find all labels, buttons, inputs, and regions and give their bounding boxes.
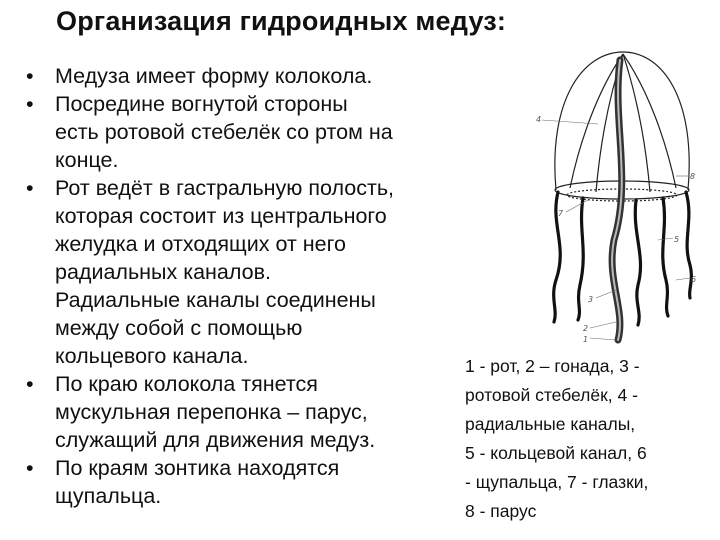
bullet-line: Посредине вогнутой стороны <box>55 92 348 116</box>
bullet-item <box>20 454 440 510</box>
figure-label-6: 6 <box>691 275 697 284</box>
slide-title: Организация гидроидных медуз: <box>56 6 507 36</box>
figure-caption <box>465 352 715 526</box>
bullet-line: между собой с помощью <box>55 316 303 340</box>
figure-label-1: 1 <box>583 335 589 344</box>
caption-line: - щупальца, 7 - глазки, <box>465 472 649 492</box>
caption-line: радиальные каналы, <box>465 414 636 434</box>
radial-canal <box>623 54 676 188</box>
bullet-line: кольцевого канала. <box>55 344 249 368</box>
figure-label-3: 3 <box>588 295 594 304</box>
tentacle <box>635 200 640 325</box>
figure-label-5: 5 <box>674 235 680 244</box>
bullet-line: мускульная перепонка – парус, <box>55 400 368 424</box>
bullet-line: радиальных каналов. <box>55 260 272 284</box>
radial-canal <box>570 54 623 188</box>
bullet-line: По краю колокола тянется <box>55 372 318 396</box>
bullet-line: есть ротовой стебелёк со ртом на <box>55 120 393 144</box>
bullet-line: Рот ведёт в гастральную полость, <box>55 176 395 200</box>
bullet-line: Радиальные каналы соединены <box>55 288 376 312</box>
caption-line: ротовой стебелёк, 4 - <box>465 385 638 405</box>
jellyfish-illustration <box>528 40 708 350</box>
caption-line: 5 - кольцевой канал, 6 <box>465 443 647 463</box>
bullet-list <box>20 62 440 510</box>
figure-label-8: 8 <box>690 172 696 181</box>
bullet-line: Медуза имеет форму колокола. <box>55 64 373 88</box>
bullet-item <box>20 174 440 370</box>
tentacle <box>578 198 583 320</box>
caption-line: 8 - парус <box>465 501 537 521</box>
bullet-line: щупальца. <box>55 484 162 508</box>
bullet-line: которая состоит из центрального <box>55 204 387 228</box>
bullet-item <box>20 370 440 454</box>
tentacle <box>663 198 668 316</box>
bullet-line: служащий для движения медуз. <box>55 428 376 452</box>
figure-label-7: 7 <box>558 209 564 218</box>
bullet-item <box>20 62 440 90</box>
figure-label-2: 2 <box>583 324 589 333</box>
bullet-item <box>20 90 440 174</box>
figure-label-4: 4 <box>536 115 542 124</box>
bullet-line: желудка и отходящих от него <box>55 232 346 256</box>
caption-line: 1 - рот, 2 – гонада, 3 - <box>465 356 640 376</box>
bullet-line: По краям зонтика находятся <box>55 456 340 480</box>
bullet-line: конце. <box>55 148 119 172</box>
